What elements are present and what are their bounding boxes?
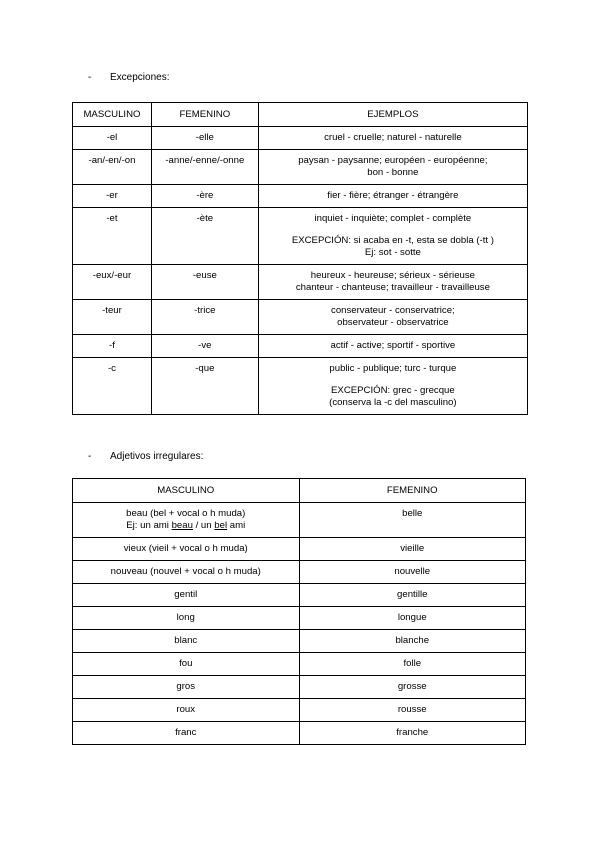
table-row: -f -ve actif - active; sportif - sportive [73,335,528,358]
exception-note: EXCEPCIÓN: si acaba en -t, esta se dobla (-tt ) [291,235,494,246]
table-row: -er -ère fier - fière; étranger - étrangère [73,185,528,208]
column-header: EJEMPLOS [258,103,527,127]
table-row: -an/-en/-on -anne/-enne/-onne paysan - paysanne; européen - européenne; bon - bonne [73,150,528,185]
exception-note: EXCEPCIÓN: grec - grecque [331,385,455,396]
table-row: nouveau (nouvel + vocal o h muda) nouvelle [73,561,526,584]
table-row: long longue [73,607,526,630]
section-title: Excepciones: [110,72,170,83]
table-header-row [73,479,526,503]
section-title: Adjetivos irregulares: [110,451,204,462]
column-header: MASCULINO [73,103,152,127]
section-heading-excepciones: - Excepciones: [88,72,170,83]
table-row: vieux (vieil + vocal o h muda) vieille [73,538,526,561]
table-header-row [73,103,528,127]
table-row: gentil gentille [73,584,526,607]
table-row: fou folle [73,653,526,676]
column-header: FEMENINO [299,479,526,503]
table-row: -et -ète inquiet - inquiète; complet - complète EXCEPCIÓN: si acaba en -t, esta se dobla (-tt ) Ej: sot - sotte [73,208,528,265]
table-row: -c -que public - publique; turc - turque EXCEPCIÓN: grec - grecque (conserva la -c del masculino) [73,358,528,415]
table-row: beau (bel + vocal o h muda) Ej: un ami beau / un bel ami belle [73,503,526,538]
column-header: MASCULINO [73,479,300,503]
table-row: franc franche [73,722,526,745]
table-row: -eux/-eur -euse heureux - heureuse; sérieux - sérieuse chanteur - chanteuse; travailleur - travailleuse [73,265,528,300]
table-row: -el -elle cruel - cruelle; naturel - naturelle [73,127,528,150]
irregular-adjectives-table [72,478,526,745]
table-row: gros grosse [73,676,526,699]
column-header: FEMENINO [151,103,258,127]
section-heading-irregulares: - Adjetivos irregulares: [88,451,204,462]
table-row: blanc blanche [73,630,526,653]
table-row: -teur -trice conservateur - conservatrice; observateur - observatrice [73,300,528,335]
exceptions-table [72,102,528,415]
table-row: roux rousse [73,699,526,722]
